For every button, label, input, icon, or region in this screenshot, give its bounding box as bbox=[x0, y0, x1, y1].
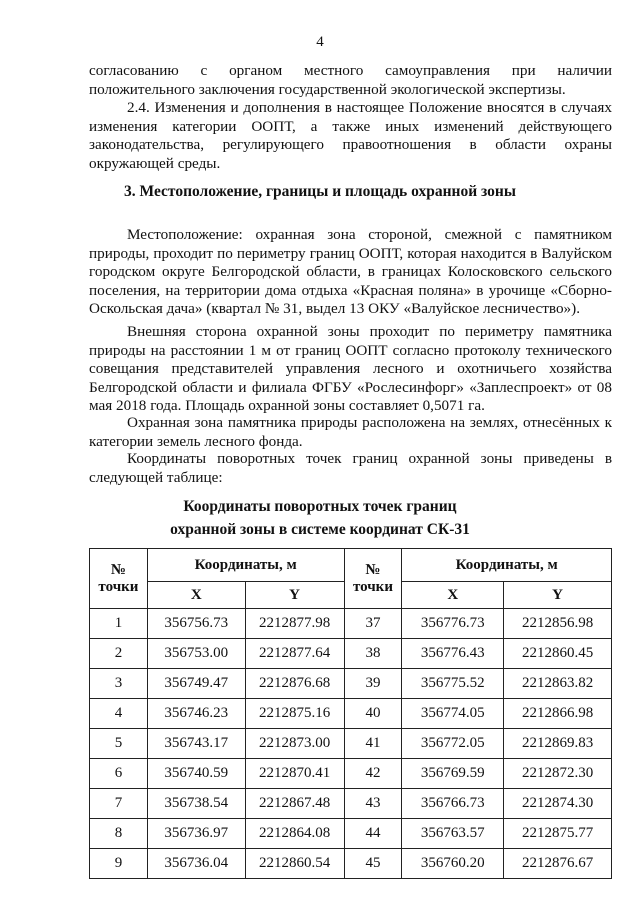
y-cell: 2212863.82 bbox=[504, 669, 612, 699]
table-row bbox=[90, 609, 612, 639]
y-header: Y bbox=[245, 582, 344, 609]
paragraph-2-4: 2.4. Изменения и дополнения в настоящее Положение вносятся в случаях изменения категории ООПТ, а также иных изменений действующего законодательства, регулирующего правоотношения в области охраны окружающей среды. bbox=[89, 99, 612, 172]
page-number: 4 bbox=[316, 34, 324, 50]
y-cell: 2212866.98 bbox=[504, 699, 612, 729]
location-paragraph: Местоположение: охранная зона стороной, смежной с памятником природы, проходит по периметру границ ООПТ, которая находится в Валуйском городском округе Белгородской области, в границах Колосковского сельского поселения, на территории дома отдыха «Красная поляна» в урочище «Сборно-Оскольская дача» (квартал № 31, выдел 13 ОКУ «Валуйское лесничество»). bbox=[89, 226, 612, 317]
y-cell: 2212870.41 bbox=[245, 759, 344, 789]
x-header-2: X bbox=[402, 582, 504, 609]
table-row bbox=[90, 669, 612, 699]
point-number-cell: 44 bbox=[344, 819, 402, 849]
section-3-heading: 3. Местоположение, границы и площадь охранной зоны bbox=[124, 183, 516, 200]
x-cell: 356776.43 bbox=[402, 639, 504, 669]
x-cell: 356769.59 bbox=[402, 759, 504, 789]
table-title-line1: Координаты поворотных точек границ bbox=[183, 498, 457, 515]
x-cell: 356763.57 bbox=[402, 819, 504, 849]
continuation-paragraph: согласованию с органом местного самоуправления при наличии положительного заключения государственной экологической экспертизы. bbox=[89, 62, 612, 98]
table-row bbox=[90, 759, 612, 789]
x-cell: 356772.05 bbox=[402, 729, 504, 759]
point-number-cell: 39 bbox=[344, 669, 402, 699]
x-cell: 356756.73 bbox=[147, 609, 245, 639]
point-number-cell: 6 bbox=[90, 759, 148, 789]
y-cell: 2212867.48 bbox=[245, 789, 344, 819]
x-cell: 356775.52 bbox=[402, 669, 504, 699]
table-title bbox=[0, 495, 640, 541]
y-cell: 2212874.30 bbox=[504, 789, 612, 819]
y-cell: 2212875.16 bbox=[245, 699, 344, 729]
y-cell: 2212875.77 bbox=[504, 819, 612, 849]
coords-header: Координаты, м bbox=[147, 549, 344, 582]
x-cell: 356738.54 bbox=[147, 789, 245, 819]
point-number-cell: 42 bbox=[344, 759, 402, 789]
lands-paragraph: Охранная зона памятника природы расположена на землях, отнесённых к категории земель лесного фонда. bbox=[89, 414, 612, 450]
point-number-cell: 45 bbox=[344, 849, 402, 879]
point-number-cell: 2 bbox=[90, 639, 148, 669]
y-cell: 2212876.68 bbox=[245, 669, 344, 699]
x-cell: 356740.59 bbox=[147, 759, 245, 789]
point-number-cell: 37 bbox=[344, 609, 402, 639]
y-cell: 2212860.45 bbox=[504, 639, 612, 669]
table-row bbox=[90, 729, 612, 759]
x-cell: 356736.97 bbox=[147, 819, 245, 849]
y-cell: 2212864.08 bbox=[245, 819, 344, 849]
x-cell: 356749.47 bbox=[147, 669, 245, 699]
y-cell: 2212869.83 bbox=[504, 729, 612, 759]
point-number-cell: 38 bbox=[344, 639, 402, 669]
table-row bbox=[90, 639, 612, 669]
table-row bbox=[90, 849, 612, 879]
point-number-cell: 41 bbox=[344, 729, 402, 759]
point-number-cell: 4 bbox=[90, 699, 148, 729]
x-cell: 356743.17 bbox=[147, 729, 245, 759]
table-row bbox=[90, 789, 612, 819]
x-header: X bbox=[147, 582, 245, 609]
y-cell: 2212876.67 bbox=[504, 849, 612, 879]
table-row bbox=[90, 819, 612, 849]
x-cell: 356760.20 bbox=[402, 849, 504, 879]
y-cell: 2212873.00 bbox=[245, 729, 344, 759]
x-cell: 356774.05 bbox=[402, 699, 504, 729]
y-cell: 2212877.64 bbox=[245, 639, 344, 669]
point-number-cell: 5 bbox=[90, 729, 148, 759]
coordinates-table bbox=[89, 548, 612, 879]
outer-side-paragraph: Внешняя сторона охранной зоны проходит по периметру памятника природы на расстоянии 1 м от границ ООПТ согласно протоколу технического совещания представителей управления лесного и охотничьего хозяйства Белгородской области и филиала ФГБУ «Рослесинфорг» «Заплеспроект» от 08 мая 2018 года. Площадь охранной зоны составляет 0,5071 га. bbox=[89, 323, 612, 414]
y-header-2: Y bbox=[504, 582, 612, 609]
table-row bbox=[90, 699, 612, 729]
coords-intro-paragraph: Координаты поворотных точек границ охранной зоны приведены в следующей таблице: bbox=[89, 450, 612, 486]
point-number-cell: 3 bbox=[90, 669, 148, 699]
point-number-header: № точки bbox=[90, 549, 148, 609]
point-number-cell: 8 bbox=[90, 819, 148, 849]
x-cell: 356746.23 bbox=[147, 699, 245, 729]
y-cell: 2212860.54 bbox=[245, 849, 344, 879]
y-cell: 2212856.98 bbox=[504, 609, 612, 639]
y-cell: 2212877.98 bbox=[245, 609, 344, 639]
x-cell: 356736.04 bbox=[147, 849, 245, 879]
x-cell: 356766.73 bbox=[402, 789, 504, 819]
point-number-cell: 9 bbox=[90, 849, 148, 879]
y-cell: 2212872.30 bbox=[504, 759, 612, 789]
table-body bbox=[90, 609, 612, 879]
point-number-cell: 1 bbox=[90, 609, 148, 639]
point-number-cell: 43 bbox=[344, 789, 402, 819]
table-title-line2: охранной зоны в системе координат СК-31 bbox=[170, 521, 470, 538]
point-number-cell: 7 bbox=[90, 789, 148, 819]
x-cell: 356753.00 bbox=[147, 639, 245, 669]
coords-header-2: Координаты, м bbox=[402, 549, 612, 582]
point-number-cell: 40 bbox=[344, 699, 402, 729]
x-cell: 356776.73 bbox=[402, 609, 504, 639]
point-number-header-2: № точки bbox=[344, 549, 402, 609]
